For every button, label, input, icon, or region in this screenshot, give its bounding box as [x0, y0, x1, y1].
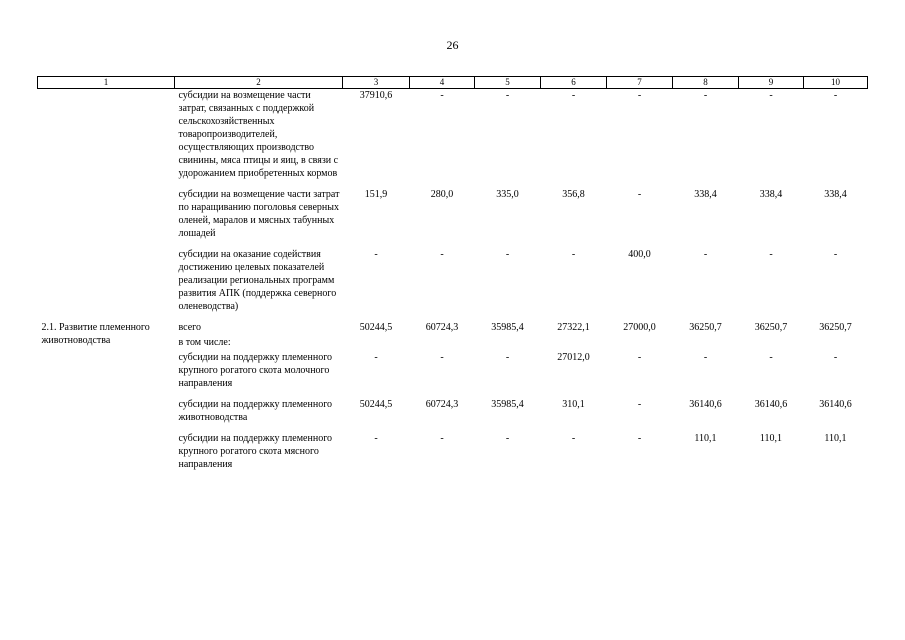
value-cell: 338,4 — [759, 189, 783, 200]
column-header: 4 — [410, 77, 475, 89]
value-cell: 110,1 — [824, 433, 847, 444]
column-header: 3 — [343, 77, 410, 89]
value-cell — [410, 336, 475, 351]
value-cell: 27000,0 — [623, 322, 656, 333]
column-header: 10 — [804, 77, 868, 89]
table-row — [38, 351, 868, 398]
column-header: 8 — [673, 77, 739, 89]
indicator-cell: всего — [178, 322, 202, 333]
page-number: 26 — [446, 38, 459, 52]
column-header: 1 — [38, 77, 175, 89]
value-cell: 335,0 — [496, 189, 519, 200]
value-cell: - — [571, 90, 576, 101]
indicator-cell: субсидии на поддержку племенного животноводства — [178, 399, 333, 423]
value-cell — [739, 336, 804, 351]
value-cell: 310,1 — [562, 399, 585, 410]
value-cell: - — [703, 90, 708, 101]
table-row — [38, 248, 868, 321]
value-cell: - — [440, 249, 444, 260]
table-row — [38, 188, 868, 248]
table-row — [38, 432, 868, 471]
value-cell: - — [374, 352, 378, 363]
section-cell — [38, 432, 175, 471]
budget-table — [37, 76, 868, 471]
value-cell: - — [833, 90, 838, 101]
value-cell: 36250,7 — [819, 322, 852, 333]
value-cell: 400,0 — [628, 249, 651, 260]
indicator-cell: субсидии на возмещение части затрат, связанных с поддержкой сельскохозяйственных товаропроизводителей, осуществляющих производство свинины, мяса птицы и яиц, в связи с удорожанием приобретенных кормов — [178, 90, 339, 179]
value-cell: - — [769, 352, 773, 363]
value-cell: - — [374, 249, 378, 260]
value-cell: 36140,6 — [754, 399, 788, 410]
table-row — [38, 398, 868, 432]
value-cell: 36250,7 — [754, 322, 788, 333]
column-number-row — [38, 77, 868, 89]
table-row — [38, 89, 868, 189]
section-cell — [38, 248, 175, 321]
value-cell: - — [833, 249, 838, 260]
section-cell — [38, 351, 175, 398]
value-cell: - — [703, 352, 708, 363]
value-cell: 36250,7 — [689, 322, 722, 333]
value-cell: 27322,1 — [557, 322, 590, 333]
value-cell: - — [703, 249, 708, 260]
value-cell: - — [637, 189, 642, 200]
value-cell: - — [637, 352, 642, 363]
section-cell — [38, 188, 175, 248]
value-cell: 50244,5 — [359, 399, 393, 410]
value-cell: 27012,0 — [557, 352, 590, 363]
value-cell: - — [833, 352, 838, 363]
column-header: 9 — [739, 77, 804, 89]
value-cell: - — [505, 433, 510, 444]
column-header: 2 — [175, 77, 343, 89]
value-cell: - — [571, 249, 576, 260]
value-cell: 50244,5 — [359, 322, 393, 333]
indicator-cell: субсидии на поддержку племенного крупного рогатого скота молочного направления — [178, 352, 333, 389]
column-header: 6 — [541, 77, 607, 89]
value-cell — [343, 336, 410, 351]
value-cell: - — [440, 90, 444, 101]
column-header: 5 — [475, 77, 541, 89]
value-cell: - — [637, 90, 642, 101]
value-cell: - — [440, 433, 444, 444]
section-cell — [38, 398, 175, 432]
indicator-cell: субсидии на оказание содействия достижению целевых показателей реализации региональных программ развития АПК (поддержка северного оленеводства) — [178, 249, 337, 312]
value-cell: - — [769, 249, 773, 260]
value-cell: 35985,4 — [491, 322, 524, 333]
value-cell: 110,1 — [759, 433, 783, 444]
indicator-cell: субсидии на поддержку племенного крупного рогатого скота мясного направления — [178, 433, 333, 470]
value-cell — [804, 336, 868, 351]
value-cell: - — [505, 90, 510, 101]
value-cell — [673, 336, 739, 351]
value-cell: - — [374, 433, 378, 444]
section-cell — [38, 89, 175, 189]
value-cell: - — [637, 399, 642, 410]
table-row — [38, 321, 868, 336]
value-cell: 356,8 — [562, 189, 585, 200]
value-cell: - — [505, 249, 510, 260]
value-cell — [607, 336, 673, 351]
indicator-cell: в том числе: — [178, 337, 231, 348]
value-cell: 35985,4 — [491, 399, 524, 410]
value-cell: - — [571, 433, 576, 444]
value-cell: 60724,3 — [425, 322, 459, 333]
value-cell: - — [505, 352, 510, 363]
column-header: 7 — [607, 77, 673, 89]
value-cell — [541, 336, 607, 351]
value-cell: - — [769, 90, 773, 101]
value-cell: 37910,6 — [359, 90, 393, 101]
value-cell: - — [440, 352, 444, 363]
value-cell: 60724,3 — [425, 399, 459, 410]
value-cell — [475, 336, 541, 351]
value-cell: 110,1 — [694, 433, 717, 444]
value-cell: 338,4 — [824, 189, 847, 200]
value-cell: 338,4 — [694, 189, 717, 200]
value-cell: - — [637, 433, 642, 444]
indicator-cell: субсидии на возмещение части затрат по наращиванию поголовья северных оленей, маралов и мясных табунных лошадей — [178, 189, 340, 239]
value-cell: 36140,6 — [689, 399, 722, 410]
value-cell: 151,9 — [364, 189, 388, 200]
section-cell: 2.1. Развитие племенного животноводства — [41, 322, 150, 346]
value-cell: 36140,6 — [819, 399, 852, 410]
value-cell: 280,0 — [430, 189, 454, 200]
